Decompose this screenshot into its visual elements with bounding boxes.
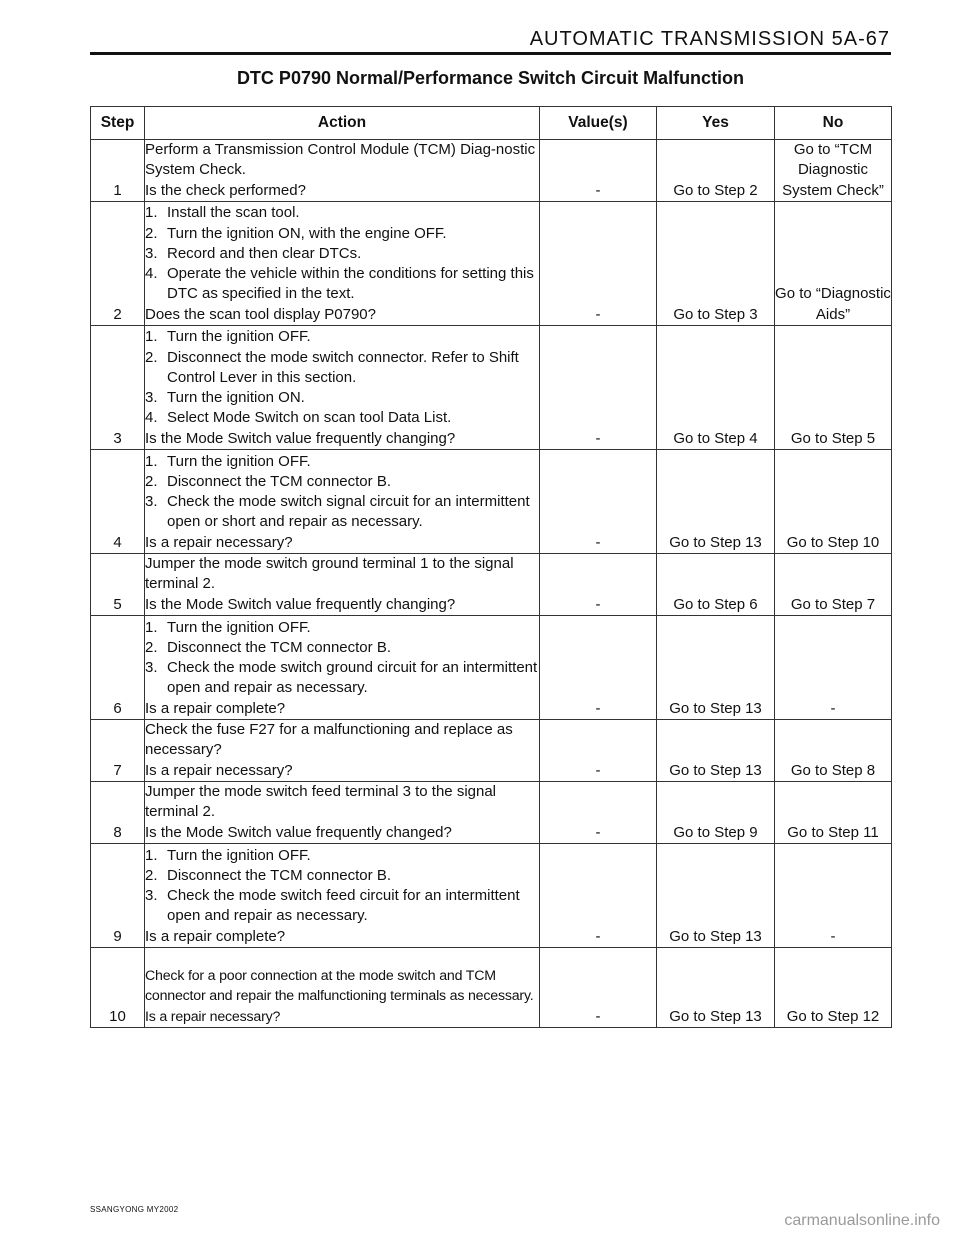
action-cell: [145, 948, 540, 1028]
action-step-number: 2.: [145, 348, 158, 366]
value-cell: -: [540, 140, 657, 202]
action-step-text: Turn the ignition ON.: [167, 389, 305, 407]
action-cell: [145, 140, 540, 202]
yes-cell: Go to Step 13: [657, 844, 775, 948]
action-step-item: [145, 264, 539, 305]
action-step-number: 3.: [145, 389, 158, 407]
action-question: Does the scan tool display P0790?: [145, 305, 376, 323]
action-step-text: Check the mode switch signal circuit for an intermittent open or short and repair as necessary.: [167, 493, 530, 531]
action-cell: [145, 844, 540, 948]
table-body: [91, 140, 892, 1028]
action-text: Jumper the mode switch feed terminal 3 to the signal terminal 2.: [145, 783, 497, 821]
action-question: Is a repair necessary?: [145, 533, 293, 551]
step-number: 10: [91, 948, 145, 1028]
no-cell: -: [775, 616, 892, 720]
yes-cell: Go to Step 13: [657, 720, 775, 782]
table-row: [91, 450, 892, 554]
action-step-item: [145, 658, 539, 699]
action-step-number: 2.: [145, 638, 158, 656]
action-cell: [145, 554, 540, 616]
action-step-text: Turn the ignition OFF.: [167, 846, 311, 864]
action-steps-list: [145, 203, 539, 304]
action-step-item: [145, 327, 539, 347]
action-step-number: 1.: [145, 846, 158, 864]
step-number: 8: [91, 782, 145, 844]
action-text: Jumper the mode switch ground terminal 1 to the signal terminal 2.: [145, 555, 514, 593]
action-cell: [145, 202, 540, 326]
yes-cell: Go to Step 9: [657, 782, 775, 844]
action-step-item: [145, 224, 539, 244]
column-header-no: No: [775, 107, 892, 140]
action-step-number: 3.: [145, 887, 158, 905]
action-step-item: [145, 244, 539, 264]
value-cell: -: [540, 720, 657, 782]
action-step-number: 4.: [145, 265, 158, 283]
step-number: 4: [91, 450, 145, 554]
value-cell: -: [540, 202, 657, 326]
value-cell: -: [540, 948, 657, 1028]
table-row: [91, 844, 892, 948]
action-question: Is the Mode Switch value frequently changing?: [145, 429, 456, 447]
action-step-item: [145, 638, 539, 658]
action-step-text: Operate the vehicle within the conditions for setting this DTC as specified in the text.: [167, 265, 534, 303]
action-question: Is a repair necessary?: [145, 761, 293, 779]
footer-brand: SSANGYONG MY2002: [90, 1205, 179, 1214]
action-step-text: Check the mode switch ground circuit for an intermittent open and repair as necessary.: [167, 659, 538, 697]
action-step-number: 2.: [145, 224, 158, 242]
table-header-row: [91, 107, 892, 140]
step-number: 6: [91, 616, 145, 720]
table-row: [91, 140, 892, 202]
diagnostic-table: [90, 106, 892, 1028]
table-row: [91, 616, 892, 720]
value-cell: -: [540, 326, 657, 450]
step-number: 3: [91, 326, 145, 450]
table-row: [91, 326, 892, 450]
action-step-text: Turn the ignition OFF.: [167, 452, 311, 470]
yes-cell: Go to Step 4: [657, 326, 775, 450]
value-cell: -: [540, 450, 657, 554]
action-step-number: 2.: [145, 472, 158, 490]
no-cell: Go to “TCM Diagnostic System Check”: [775, 140, 892, 202]
watermark: carmanualsonline.info: [784, 1212, 940, 1229]
action-text: Check the fuse F27 for a malfunctioning and replace as necessary?: [145, 721, 513, 759]
action-cell: [145, 450, 540, 554]
action-step-number: 1.: [145, 204, 158, 222]
action-step-number: 3.: [145, 659, 158, 677]
action-cell: [145, 782, 540, 844]
action-question: Is a repair complete?: [145, 927, 286, 945]
action-step-number: 3.: [145, 493, 158, 511]
action-step-item: [145, 388, 539, 408]
page-header-title: AUTOMATIC TRANSMISSION 5A-67: [529, 28, 890, 50]
step-number: 2: [91, 202, 145, 326]
action-step-item: [145, 866, 539, 886]
step-number: 9: [91, 844, 145, 948]
action-step-text: Turn the ignition OFF.: [167, 618, 311, 636]
no-cell: Go to Step 11: [775, 782, 892, 844]
yes-cell: Go to Step 13: [657, 948, 775, 1028]
action-step-item: [145, 472, 539, 492]
action-step-text: Select Mode Switch on scan tool Data List.: [167, 409, 452, 427]
action-question: Is a repair complete?: [145, 699, 286, 717]
action-step-item: [145, 408, 539, 428]
value-cell: -: [540, 782, 657, 844]
action-steps-list: [145, 618, 539, 699]
column-header-action: Action: [145, 107, 540, 140]
action-step-number: 3.: [145, 244, 158, 262]
action-steps-list: [145, 846, 539, 927]
no-cell: Go to “Diagnostic Aids”: [775, 202, 892, 326]
no-cell: Go to Step 7: [775, 554, 892, 616]
value-cell: -: [540, 554, 657, 616]
action-step-text: Disconnect the TCM connector B.: [167, 638, 391, 656]
no-cell: -: [775, 844, 892, 948]
action-step-text: Disconnect the mode switch connector. Refer to Shift Control Lever in this section.: [167, 348, 519, 386]
table-row: [91, 554, 892, 616]
action-step-number: 4.: [145, 409, 158, 427]
action-step-text: Record and then clear DTCs.: [167, 244, 362, 262]
action-text: Perform a Transmission Control Module (TCM) Diag-nostic System Check.: [145, 141, 536, 179]
action-cell: [145, 616, 540, 720]
table-row: [91, 202, 892, 326]
table-row: [91, 720, 892, 782]
action-step-number: 1.: [145, 618, 158, 636]
step-number: 1: [91, 140, 145, 202]
action-step-item: [145, 846, 539, 866]
action-question: Is a repair necessary?: [145, 1008, 281, 1025]
action-step-number: 2.: [145, 866, 158, 884]
no-cell: Go to Step 8: [775, 720, 892, 782]
action-step-text: Disconnect the TCM connector B.: [167, 472, 391, 490]
action-steps-list: [145, 327, 539, 428]
action-step-item: [145, 348, 539, 389]
action-step-item: [145, 492, 539, 533]
action-question: Is the check performed?: [145, 181, 306, 199]
no-cell: Go to Step 10: [775, 450, 892, 554]
action-step-text: Install the scan tool.: [167, 204, 300, 222]
action-cell: [145, 720, 540, 782]
yes-cell: Go to Step 3: [657, 202, 775, 326]
action-step-text: Turn the ignition OFF.: [167, 328, 311, 346]
column-header-value: Value(s): [540, 107, 657, 140]
value-cell: -: [540, 616, 657, 720]
yes-cell: Go to Step 2: [657, 140, 775, 202]
action-step-text: Check the mode switch feed circuit for an intermittent open and repair as necessary.: [167, 887, 520, 925]
action-step-item: [145, 452, 539, 472]
table-row: [91, 782, 892, 844]
action-steps-list: [145, 452, 539, 533]
action-step-item: [145, 618, 539, 638]
header-rule: [90, 52, 891, 55]
action-text: Check for a poor connection at the mode switch and TCM connector and repair the malfunctioning terminals as necessary.: [145, 968, 534, 1005]
yes-cell: Go to Step 6: [657, 554, 775, 616]
yes-cell: Go to Step 13: [657, 616, 775, 720]
no-cell: Go to Step 5: [775, 326, 892, 450]
step-number: 7: [91, 720, 145, 782]
value-cell: -: [540, 844, 657, 948]
action-question: Is the Mode Switch value frequently changed?: [145, 823, 452, 841]
action-step-text: Turn the ignition ON, with the engine OFF.: [167, 224, 447, 242]
action-step-number: 1.: [145, 328, 158, 346]
column-header-yes: Yes: [657, 107, 775, 140]
action-step-item: [145, 203, 539, 223]
action-step-number: 1.: [145, 452, 158, 470]
action-question: Is the Mode Switch value frequently changing?: [145, 595, 456, 613]
column-header-step: Step: [91, 107, 145, 140]
document-title: DTC P0790 Normal/Performance Switch Circuit Malfunction: [236, 68, 745, 88]
action-step-text: Disconnect the TCM connector B.: [167, 866, 391, 884]
action-step-item: [145, 886, 539, 927]
action-cell: [145, 326, 540, 450]
no-cell: Go to Step 12: [775, 948, 892, 1028]
table-row: [91, 948, 892, 1028]
yes-cell: Go to Step 13: [657, 450, 775, 554]
step-number: 5: [91, 554, 145, 616]
